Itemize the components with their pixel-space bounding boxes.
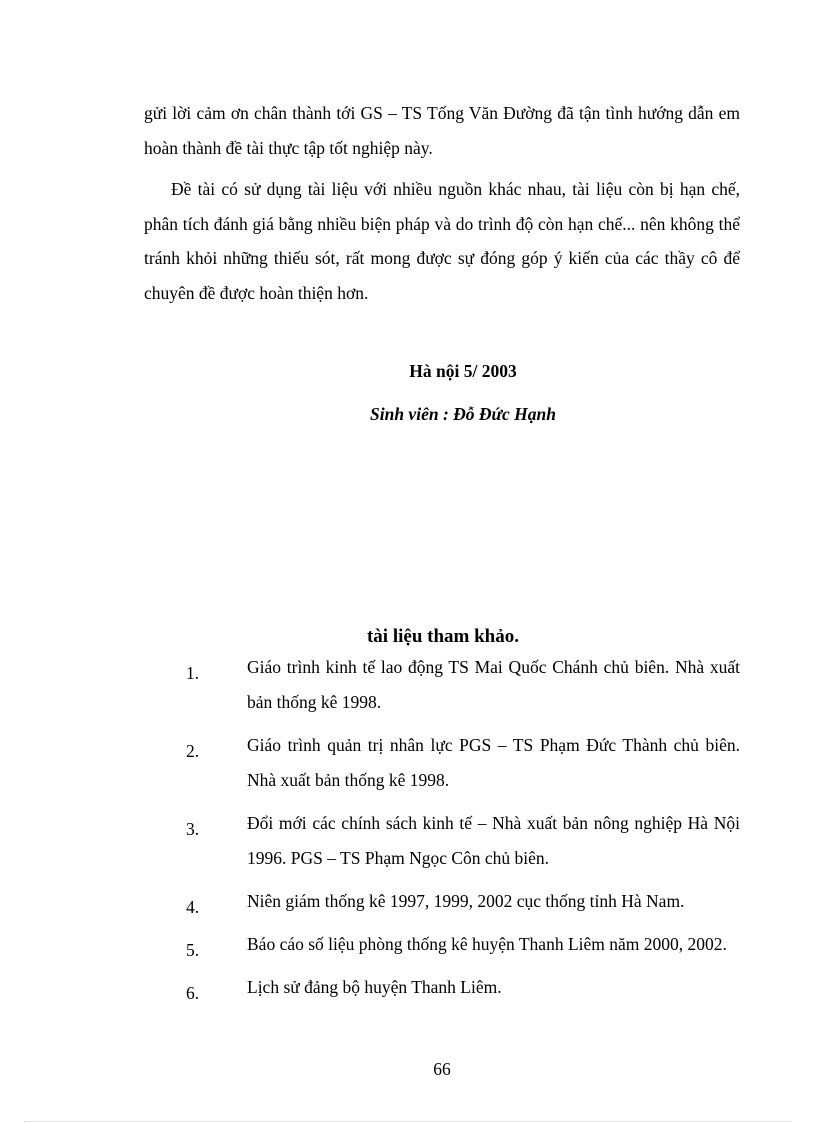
limitations-paragraph: Đề tài có sử dụng tài liệu với nhiều nguồn khác nhau, tài liệu còn bị hạn chế, phân tích đánh giá bằng nhiều biện pháp và do trình độ còn hạn chế... nên không thể tránh khỏi những thiếu sót, rất mong được sự đóng góp ý kiến của các thầy cô để chuyên đề được hoàn thiện hơn. [144, 179, 740, 303]
place-date: Hà nội 5/ 2003 [409, 361, 517, 381]
reference-text: Giáo trình quản trị nhân lực PGS – TS Phạm Đức Thành chủ biên. Nhà xuất bản thống kê 1998. [247, 735, 740, 790]
references-heading: tài liệu tham khảo. [366, 626, 520, 647]
reference-number: 2. [186, 741, 200, 761]
reference-text: Niên giám thống kê 1997, 1999, 2002 cục thống tỉnh Hà Nam. [247, 891, 685, 911]
reference-item [186, 728, 740, 798]
page-number: 66 [433, 1059, 451, 1079]
reference-number: 5. [186, 940, 200, 960]
reference-number: 3. [186, 819, 200, 839]
reference-item [186, 884, 740, 919]
reference-item [186, 927, 740, 962]
acknowledgement-paragraph: gửi lời cảm ơn chân thành tới GS – TS Tống Văn Đường đã tận tình hướng dẫn em hoàn thành đề tài thực tập tốt nghiệp này. [144, 103, 740, 158]
reference-number: 4. [186, 897, 200, 917]
reference-text: Giáo trình kinh tế lao động TS Mai Quốc Chánh chủ biên. Nhà xuất bản thống kê 1998. [247, 657, 740, 712]
reference-number: 1. [186, 663, 200, 683]
footer-divider [24, 1121, 792, 1122]
reference-text: Đổi mới các chính sách kinh tế – Nhà xuất bản nông nghiệp Hà Nội 1996. PGS – TS Phạm Ngọc Côn chủ biên. [247, 813, 740, 868]
student-signature: Sinh viên : Đỗ Đức Hạnh [370, 404, 556, 424]
reference-number: 6. [186, 983, 200, 1003]
reference-text: Lịch sử đảng bộ huyện Thanh Liêm. [247, 977, 502, 997]
reference-item [186, 806, 740, 876]
reference-text: Báo cáo số liệu phòng thống kê huyện Thanh Liêm năm 2000, 2002. [247, 934, 727, 954]
references-list [186, 650, 740, 1013]
reference-item [186, 650, 740, 720]
reference-item [186, 970, 740, 1005]
